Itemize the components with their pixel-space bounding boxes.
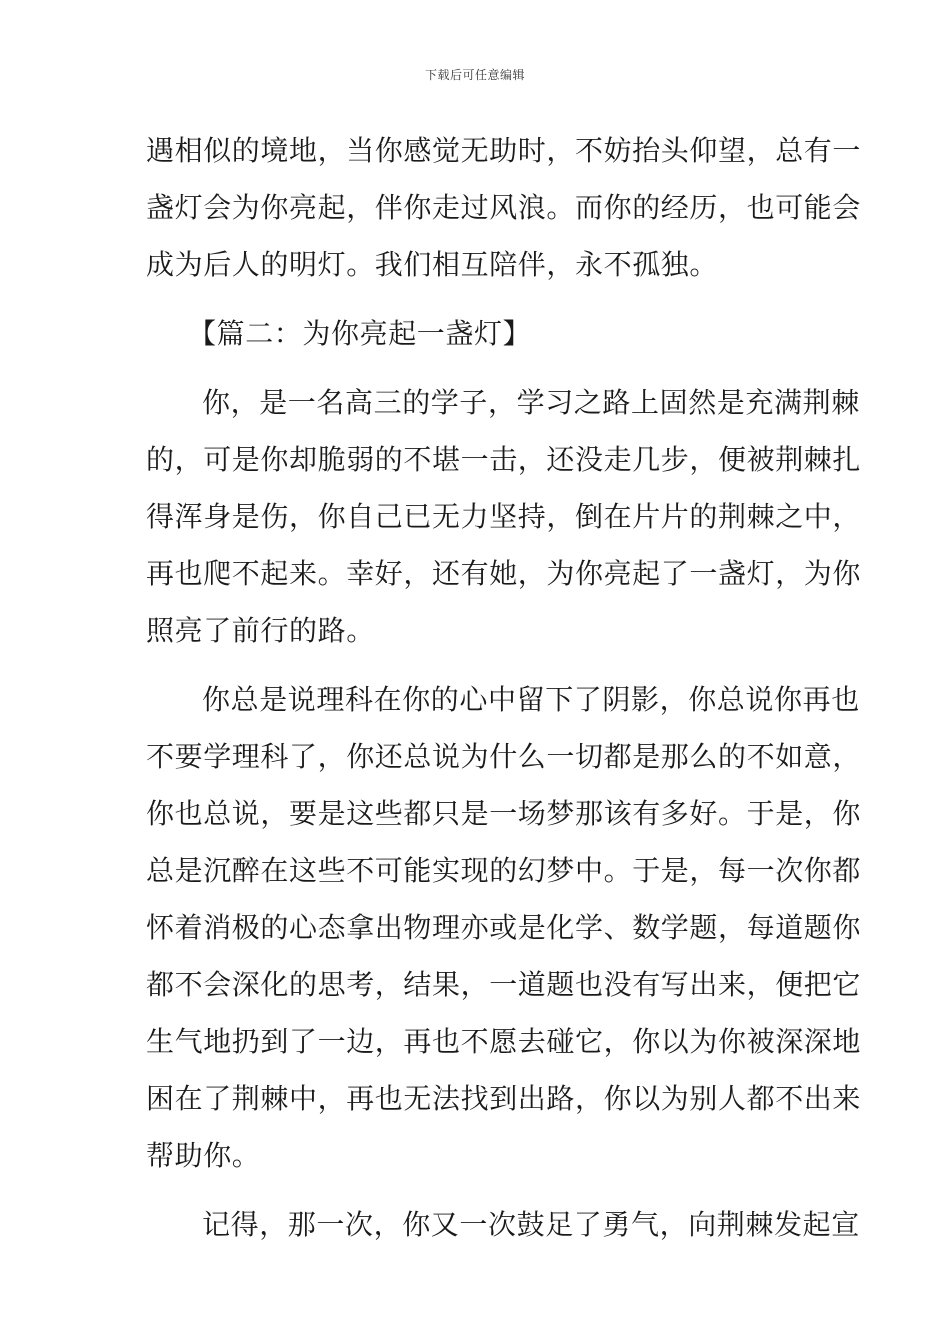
text-line: 的，可是你却脆弱的不堪一击，还没走几步，便被荆棘扎 (146, 443, 862, 476)
paragraph (146, 1196, 860, 1253)
paragraph (146, 374, 862, 659)
text-line: 记得，那一次，你又一次鼓足了勇气，向荆棘发起宣 (202, 1208, 860, 1241)
text-line: 总是沉醉在这些不可能实现的幻梦中。于是，每一次你都 (146, 854, 862, 887)
document-body (146, 122, 862, 1253)
text-line: 照亮了前行的路。 (146, 614, 375, 647)
paragraph (146, 671, 862, 1184)
text-line: 你，是一名高三的学子，学习之路上固然是充满荆棘 (202, 386, 860, 419)
text-line: 盏灯会为你亮起，伴你走过风浪。而你的经历，也可能会 (146, 191, 862, 224)
text-line: 生气地扔到了一边，再也不愿去碰它，你以为你被深深地 (146, 1025, 862, 1058)
text-line: 你总是说理科在你的心中留下了阴影，你总说你再也 (202, 683, 860, 716)
paragraph (146, 122, 862, 293)
text-line: 得浑身是伤，你自己已无力坚持，倒在片片的荆棘之中， (146, 500, 862, 533)
page-header: 下载后可任意编辑 (424, 68, 525, 82)
section-heading (146, 305, 806, 362)
text-line: 不要学理科了，你还总说为什么一切都是那么的不如意， (146, 740, 862, 773)
text-line: 遇相似的境地，当你感觉无助时，不妨抬头仰望，总有一 (146, 134, 862, 167)
heading-text: 【篇二：为你亮起一盏灯】 (188, 317, 532, 350)
text-line: 困在了荆棘中，再也无法找到出路，你以为别人都不出来 (146, 1082, 862, 1115)
text-line: 帮助你。 (146, 1139, 261, 1172)
text-line: 怀着消极的心态拿出物理亦或是化学、数学题，每道题你 (146, 911, 862, 944)
text-line: 再也爬不起来。幸好，还有她，为你亮起了一盏灯，为你 (146, 557, 862, 590)
text-line: 都不会深化的思考，结果，一道题也没有写出来，便把它 (146, 968, 862, 1001)
text-line: 你也总说，要是这些都只是一场梦那该有多好。于是，你 (146, 797, 862, 830)
text-line: 成为后人的明灯。我们相互陪伴，永不孤独。 (146, 248, 719, 281)
